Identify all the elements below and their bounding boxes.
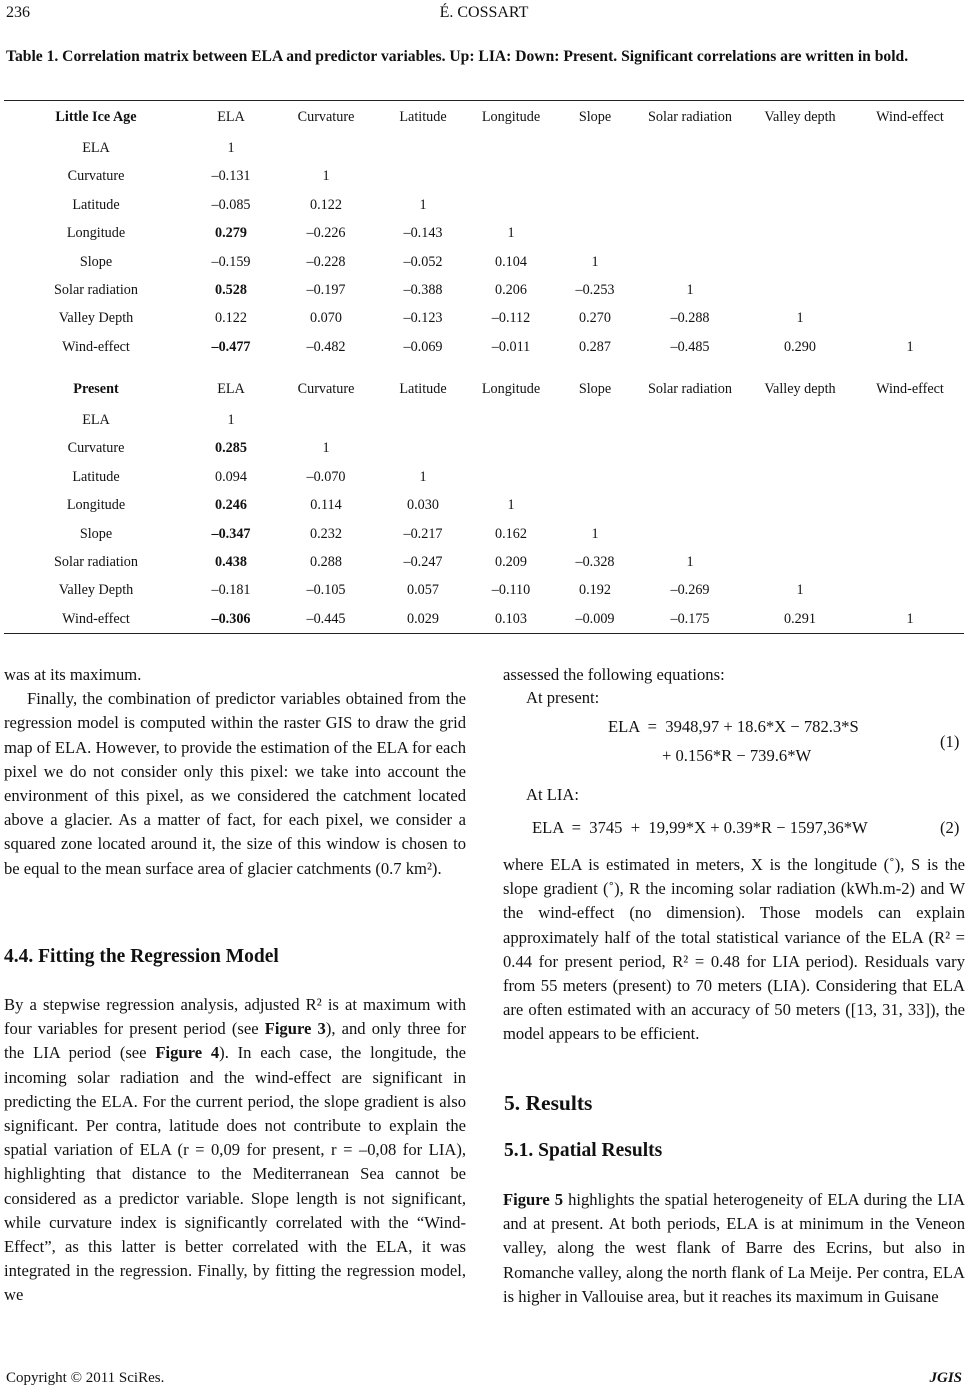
present-row-label: Latitude	[72, 468, 120, 485]
lia-row-label: Slope	[79, 253, 113, 270]
present-column-header: Valley depth	[764, 381, 836, 397]
lia-table-cell: –0.482	[306, 338, 346, 355]
present-table-cell: –0.175	[670, 610, 710, 627]
lia-row-label: Solar radiation	[54, 282, 138, 298]
right-column-results	[503, 1188, 965, 1309]
lia-table-cell: 1	[322, 168, 330, 185]
paragraph-continuation: was at its maximum.	[4, 665, 142, 684]
stepwise-text-2: ), and only three for the LIA period (see	[4, 1019, 466, 1063]
present-table-cell: –0.445	[306, 610, 346, 627]
lia-table-cell: –0.288	[670, 310, 710, 327]
lia-table-cell: 0.070	[310, 310, 342, 327]
present-table-cell: 1	[591, 525, 599, 542]
lia-column-header: Valley depth	[764, 109, 836, 125]
equation-2: ELA = 3745 + 19,99*X + 0.39*R − 1597,36*W	[532, 818, 868, 837]
present-row-label: ELA	[82, 412, 110, 428]
stepwise-text-3: ). In each case, the longitude, the incoming solar radiation and the wind-effect are significant in predicting the ELA. For the current period, the slope gradient is also significant. Per contra, latitude does not contribute to explain the spatial variation of ELA (r = 0,09 for present, r = –0,08 for LIA), highlighting that distance to the Mediterranean Sea cannot be considered as a predictor variable. Slope length is not significant, while curvature index is significantly correlated with the “Wind-Effect”, as this latter is better correlated with the ELA, it was integrated in the regression. Finally, by fitting the regression model, we	[4, 1043, 466, 1305]
present-table-cell: 0.192	[579, 582, 611, 599]
paragraph-where: where ELA is estimated in meters, X is the longitude (˚), S is the slope gradient (˚), R the incoming solar radiation (kWh.m-2) and W the wind-effect (no dimension). Those models can explain approximately half of the total statistical variance of the ELA (R² = 0.44 for present period, R² = 0.48 for LIA period). Residuals vary from 55 meters (present) to 70 meters (LIA). Considering that ELA are often estimated with an accuracy of 50 meters ([13, 31, 33]), the model appears to be efficient.	[503, 855, 965, 1044]
section-heading-5-1: 5.1. Spatial Results	[504, 1140, 663, 1161]
present-table-cell: 0.103	[495, 610, 527, 627]
present-column-header: Solar radiation	[648, 381, 732, 397]
lia-table-cell: 0.287	[579, 338, 611, 355]
lia-row-label: Wind-effect	[62, 338, 130, 355]
footer-journal: JGIS	[929, 1370, 962, 1386]
lia-table-cell: 1	[227, 140, 235, 156]
present-table-cell: –0.110	[491, 582, 531, 599]
present-table-cell: 1	[227, 412, 235, 428]
present-row-label: Wind-effect	[62, 610, 130, 627]
lia-table-cell: –0.228	[306, 253, 346, 270]
lia-table-cell: –0.069	[403, 338, 443, 355]
lia-row-label: Curvature	[67, 168, 125, 185]
present-table-cell: 1	[796, 582, 804, 599]
lia-column-header: Solar radiation	[648, 109, 732, 125]
paragraph-assessed: assessed the following equations:	[503, 665, 725, 684]
lia-column-header: ELA	[217, 109, 245, 125]
equation-1-line-1: ELA = 3948,97 + 18.6*X − 782.3*S	[608, 717, 859, 736]
present-table-cell: 1	[322, 440, 330, 457]
lia-table-cell: –0.143	[403, 225, 443, 242]
table-top-rule	[4, 100, 964, 101]
present-table-cell: 0.114	[310, 497, 342, 514]
lia-column-header: Slope	[578, 109, 612, 125]
lia-table-cell: –0.485	[670, 338, 710, 355]
present-table-cell: 0.285	[215, 440, 247, 457]
figure-5-reference: Figure 5	[503, 1190, 564, 1209]
present-row-label: Valley Depth	[58, 582, 134, 599]
right-column-top	[503, 663, 965, 687]
lia-row-label: ELA	[82, 140, 110, 156]
lia-table-title: Little Ice Age	[55, 109, 137, 125]
lia-table-cell: 1	[686, 282, 694, 298]
table-bottom-rule	[4, 633, 964, 634]
lia-row-label: Latitude	[72, 196, 120, 213]
present-table-cell: –0.009	[575, 610, 615, 627]
footer-copyright: Copyright © 2011 SciRes.	[6, 1370, 165, 1386]
present-column-header: Slope	[578, 381, 612, 397]
lia-column-header: Latitude	[399, 109, 447, 125]
present-table-cell: 0.162	[495, 525, 527, 542]
lia-table-cell: 0.104	[495, 253, 527, 270]
present-table-cell: 0.246	[215, 497, 247, 514]
lia-column-header: Wind-effect	[876, 109, 944, 125]
equation-2-number: (2)	[940, 818, 960, 837]
lia-table-cell: –0.011	[491, 338, 531, 355]
lia-table-cell: 0.279	[215, 225, 247, 242]
lia-table-cell: –0.388	[403, 282, 443, 298]
present-column-header: Curvature	[297, 381, 355, 397]
present-row-label: Slope	[79, 525, 113, 542]
table-caption: Table 1. Correlation matrix between ELA and predictor variables. Up: LIA: Down: Present. Significant correlations are written in bold.	[6, 48, 909, 65]
present-table-cell: 0.209	[495, 554, 527, 570]
present-table-cell: –0.105	[306, 582, 346, 599]
present-table-cell: –0.306	[211, 610, 251, 627]
lia-table-cell: –0.197	[306, 282, 346, 298]
lia-table-cell: 1	[796, 310, 804, 327]
figure-3-reference: Figure 3	[264, 1019, 326, 1039]
lia-table-cell: –0.226	[306, 225, 346, 242]
equation-1-number: (1)	[940, 732, 960, 751]
present-column-header: Longitude	[481, 381, 541, 397]
lia-table-cell: –0.085	[211, 196, 251, 213]
present-column-header: Latitude	[399, 381, 447, 397]
lia-column-header: Curvature	[297, 109, 355, 125]
present-column-header: Wind-effect	[876, 381, 944, 397]
present-table-cell: 0.029	[407, 610, 439, 627]
lia-table-cell: 1	[591, 253, 599, 270]
present-table-cell: 0.030	[407, 497, 439, 514]
lia-table-cell: 1	[507, 225, 515, 242]
present-table-cell: –0.070	[306, 468, 346, 485]
lia-table-cell: –0.159	[211, 253, 251, 270]
lia-table-cell: 0.122	[215, 310, 247, 327]
present-table-title: Present	[73, 381, 119, 397]
left-column-stepwise	[4, 993, 466, 1308]
left-column-top	[4, 663, 466, 881]
section-heading-5: 5. Results	[504, 1091, 593, 1115]
paragraph-figure-5	[503, 1188, 965, 1309]
section-heading-4-4: 4.4. Fitting the Regression Model	[4, 946, 279, 967]
present-table-cell: –0.328	[575, 554, 615, 570]
present-table-cell: 0.094	[215, 468, 247, 485]
lia-table-cell: 0.122	[310, 196, 342, 213]
lia-row-label: Valley Depth	[58, 310, 134, 327]
present-row-label: Longitude	[66, 497, 126, 514]
right-column-where	[503, 853, 965, 1047]
present-table-cell: 0.438	[215, 554, 247, 570]
label-at-present: At present:	[526, 688, 600, 707]
lia-table-cell: –0.477	[211, 338, 251, 355]
page-number: 236	[6, 4, 30, 21]
lia-row-label: Longitude	[66, 225, 126, 242]
label-at-lia: At LIA:	[526, 785, 579, 804]
present-table-cell: 0.057	[407, 582, 439, 599]
paragraph-finally: Finally, the combination of predictor variables obtained from the regression model is computed within the raster GIS to draw the grid map of ELA. However, to provide the estimation of the ELA for each pixel we do not consider only this pixel: we take into account the environment of this pixel, as we considered the catchment located above a glacier. As a matter of fact, for each pixel, we consider a squared zone located around it, the size of this window is chosen to be equal to the mean surface area of glacier catchments (0.7 km²).	[4, 689, 466, 878]
present-row-label: Curvature	[67, 440, 125, 457]
lia-table-cell: 1	[906, 338, 914, 355]
lia-table-cell: 1	[419, 196, 427, 213]
stepwise-text-1: By a stepwise regression analysis, adjusted R² is at maximum with four variables for present period (see	[4, 995, 466, 1039]
lia-table-cell: 0.290	[784, 338, 816, 355]
present-table-cell: –0.247	[403, 554, 443, 570]
running-head-author: É. COSSART	[439, 4, 529, 21]
lia-table-cell: 0.270	[579, 310, 611, 327]
present-table-cell: 1	[507, 497, 515, 514]
present-table-cell: 0.232	[310, 525, 342, 542]
lia-table-cell: –0.112	[491, 310, 531, 327]
present-table-cell: –0.269	[670, 582, 710, 599]
present-table-cell: 0.291	[784, 610, 816, 627]
present-table-cell: 1	[419, 468, 427, 485]
present-table-cell: 1	[686, 554, 694, 570]
paragraph-stepwise	[4, 993, 466, 1308]
present-table-cell: –0.217	[403, 525, 443, 542]
lia-column-header: Longitude	[481, 109, 541, 125]
figure-4-reference: Figure 4	[155, 1043, 220, 1063]
present-table-cell: 0.288	[310, 554, 342, 570]
lia-table-cell: 0.206	[495, 282, 527, 298]
lia-table-cell: 0.528	[215, 282, 247, 298]
lia-table-cell: –0.253	[575, 282, 615, 298]
lia-table-cell: –0.123	[403, 310, 443, 327]
present-table-cell: –0.181	[211, 582, 251, 599]
present-row-label: Solar radiation	[54, 554, 138, 570]
present-column-header: ELA	[217, 381, 245, 397]
figure-5-text: highlights the spatial heterogeneity of ELA during the LIA and at present. At both periods, ELA is at minimum in the Veneon valley, along the west flank of Barre des Ecrins, but also in Romanche valley, along the north flank of La Meije. Per contra, ELA is higher in Vallouise area, but it reaches its maximum in Guisane	[503, 1190, 965, 1306]
present-table-cell: 1	[906, 610, 914, 627]
present-table-cell: –0.347	[211, 525, 251, 542]
equation-1-line-2: + 0.156*R − 739.6*W	[662, 746, 812, 765]
lia-table-cell: –0.131	[211, 168, 251, 185]
lia-table-cell: –0.052	[403, 253, 443, 270]
